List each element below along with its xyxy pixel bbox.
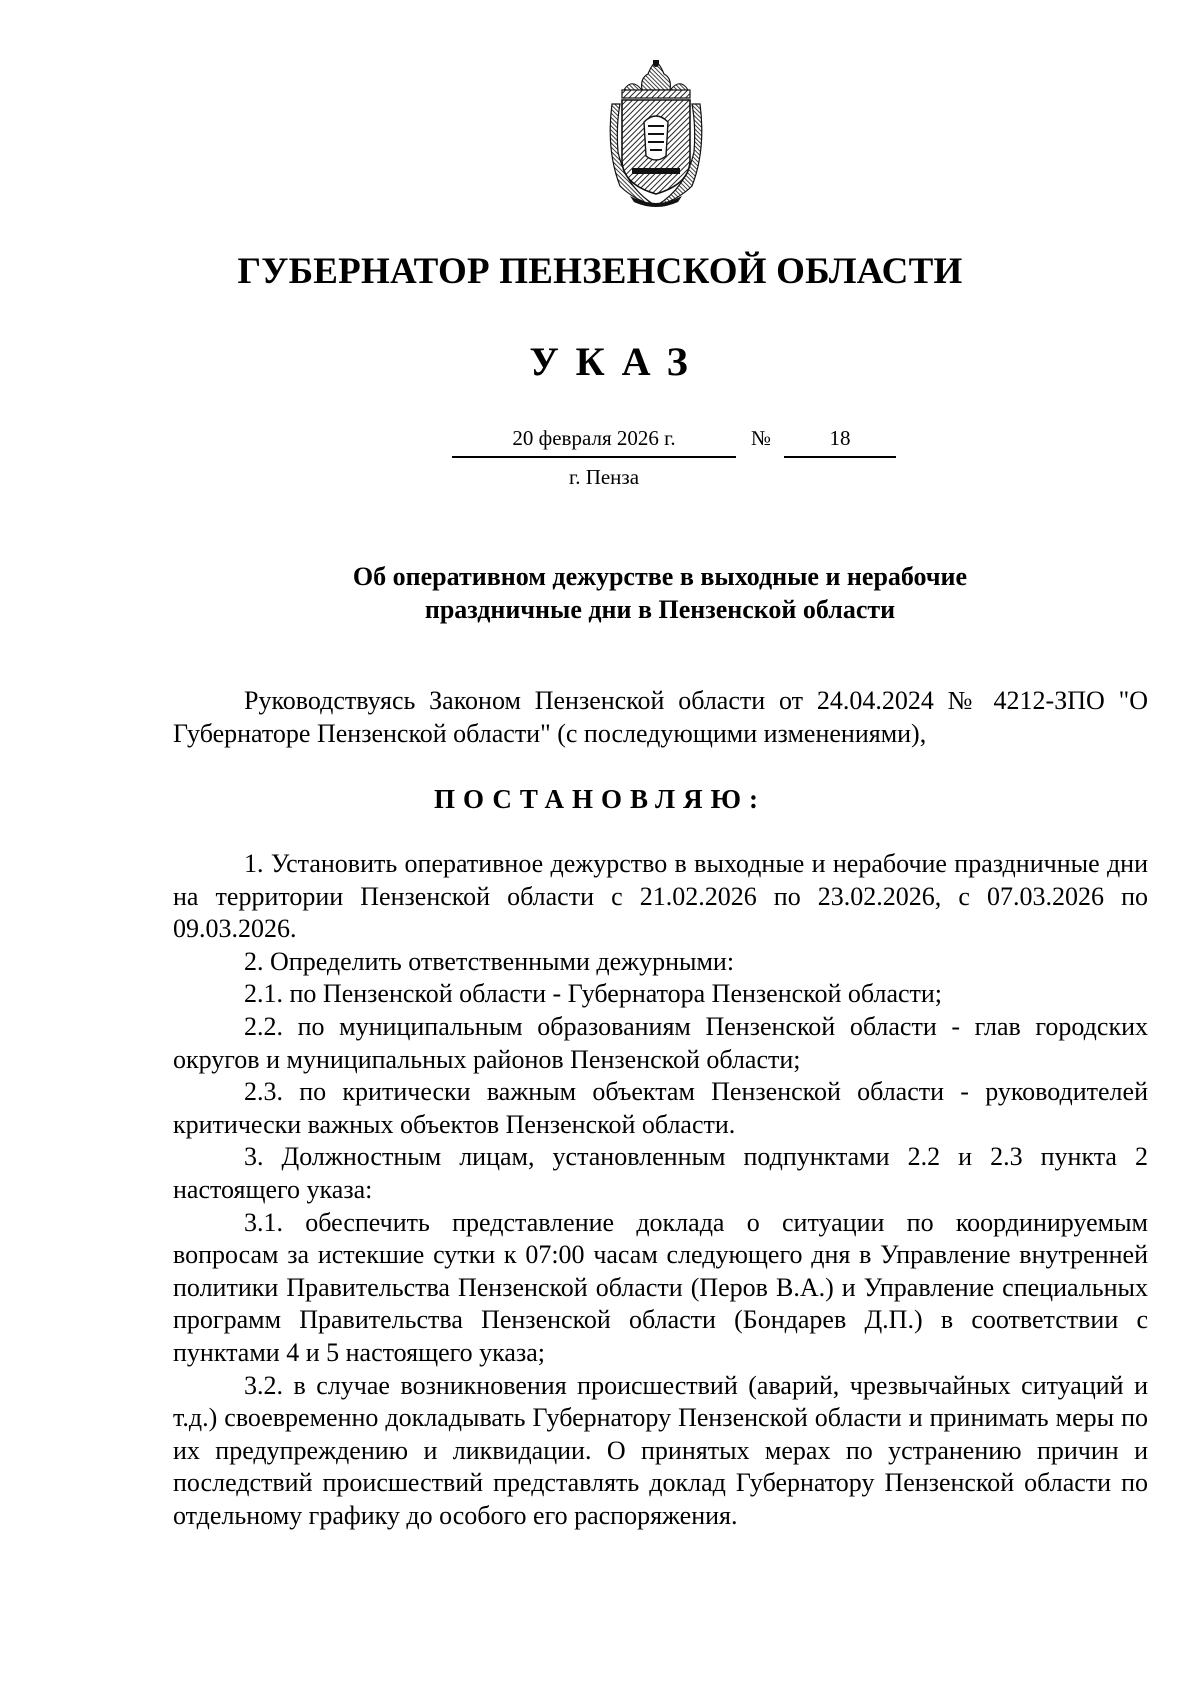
document-subject	[300, 560, 1020, 626]
document-city: г. Пенза	[568, 465, 640, 489]
organization-title: ГУБЕРНАТОР ПЕНЗЕНСКОЙ ОБЛАСТИ	[237, 251, 963, 292]
preamble-block	[173, 685, 1148, 750]
document-date: 20 февраля 2026 г.	[452, 424, 736, 458]
subject-line-2: праздничные дни в Пензенской области	[424, 595, 896, 624]
list-item: 2.2. по муниципальным образованиям Пензенской области - глав городских округов и муниципальных районов Пензенской области;	[173, 1011, 1148, 1074]
list-item: 2.1. по Пензенской области - Губернатора Пензенской области;	[244, 979, 943, 1009]
list-item: 1. Установить оперативное дежурство в выходные и нерабочие праздничные дни на территории Пензенской области с 21.02.2026 по 23.02.2026, с 07.03.2026 по 09.03.2026.	[173, 849, 1148, 944]
list-item: 3.2. в случае возникновения происшествий (аварий, чрезвычайных ситуаций и т.д.) своевременно докладывать Губернатору Пензенской области и принимать меры по их предупреждению и ликвидации. О принятых мерах по устранению причин и последствий происшествий представлять доклад Губернатору Пензенской области по отдельному графику до особого его распоряжения.	[173, 1370, 1148, 1530]
coat-of-arms-emblem	[604, 60, 708, 210]
resolve-heading: ПОСТАНОВЛЯЮ:	[434, 784, 766, 814]
list-item: 2. Определить ответственными дежурными:	[244, 946, 735, 976]
items-block	[173, 848, 1148, 1532]
list-item: 2.3. по критически важным объектам Пензенской области - руководителей критически важных объектов Пензенской области.	[173, 1077, 1148, 1139]
document-type-heading: УКАЗ	[529, 339, 705, 384]
subject-line-1: Об оперативном дежурстве в выходные и нерабочие	[352, 562, 968, 591]
list-item: 3. Должностным лицам, установленным подпунктами 2.2 и 2.3 пункта 2 настоящего указа:	[173, 1142, 1148, 1204]
preamble-paragraph: Руководствуясь Законом Пензенской области от 24.04.2024 № 4212-ЗПО "О Губернаторе Пензенской области" (с последующими изменениями),	[173, 686, 1148, 748]
list-item: 3.1. обеспечить представление доклада о ситуации по координируемым вопросам за истекшие сутки к 07:00 часам следующего дня в Управление внутренней политики Правительства Пензенской области (Перов В.А.) и Управление специальных программ Правительства Пензенской области (Бондарев Д.П.) в соответствии с пунктами 4 и 5 настоящего указа;	[173, 1207, 1148, 1367]
document-number: 18	[784, 424, 896, 458]
number-sign: №	[750, 426, 772, 450]
